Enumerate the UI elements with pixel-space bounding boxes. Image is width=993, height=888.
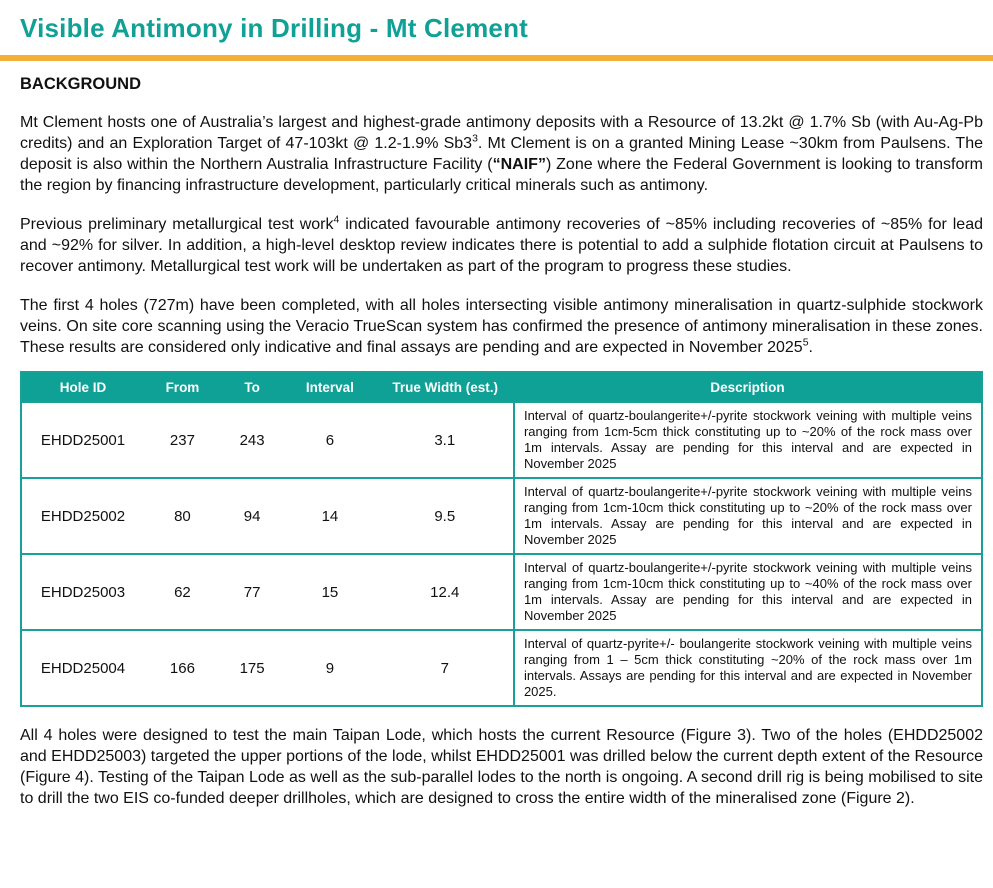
document-page: [0, 13, 993, 809]
cell-from: 237: [144, 402, 221, 478]
cell-description: Interval of quartz-boulangerite+/-pyrite stockwork veining with multiple veins ranging from 1cm-10cm thick constituting up to ~40% of the rock mass over 1m intervals. Assay are pending for this interval and are expected in November 2025: [514, 554, 982, 630]
page-title: Visible Antimony in Drilling - Mt Clement: [20, 13, 529, 43]
footnote-ref: 5: [802, 336, 809, 349]
cell-from: 62: [144, 554, 221, 630]
title-divider-rule: [0, 55, 993, 61]
cell-true_width: 12.4: [377, 554, 514, 630]
cell-true_width: 3.1: [377, 402, 514, 478]
footnote-ref: 4: [333, 213, 340, 226]
cell-true_width: 7: [377, 630, 514, 706]
paragraph-metallurgical-testwork: [20, 214, 983, 277]
cell-to: 77: [221, 554, 283, 630]
text-run: ) Zone where the Federal Government is looking to transform the region by financing infrastructure development, particularly critical minerals such as antimony.: [20, 156, 983, 194]
column-header-hole_id: Hole ID: [21, 372, 144, 402]
text-run: The first 4 holes (727m) have been completed, with all holes intersecting visible antimony mineralisation in quartz-sulphide stockwork veins. On site core scanning using the Veracio TrueScan system has confirmed the presence of antimony mineralisation in these zones. These results are considered only indicative and final assays are pending and are expected in November 2025: [20, 297, 983, 356]
drill-results-table-header: [21, 372, 982, 402]
cell-description: Interval of quartz-pyrite+/- boulangerite stockwork veining with multiple veins ranging from 1 – 5cm thick constituting ~20% of the rock mass over 1m intervals. Assays are pending for this interval and are expected in November 2025.: [514, 630, 982, 706]
table-header-row: [21, 372, 982, 402]
cell-to: 175: [221, 630, 283, 706]
cell-description: Interval of quartz-boulangerite+/-pyrite stockwork veining with multiple veins ranging from 1cm-5cm thick constituting up to ~20% of the rock mass over 1m intervals. Assay are pending for this interval and are expected in November 2025: [514, 402, 982, 478]
cell-to: 94: [221, 478, 283, 554]
paragraph-taipan-lode-summary: [20, 725, 983, 809]
text-run: indicated favourable antimony recoveries of ~85% including recoveries of ~85% for lead and ~92% for silver. In addition, a high-level desktop review indicates there is potential to add a sulphide flotation circuit at Paulsens to recover antimony. Metallurgical test work will be undertaken as part of the program to progress these studies.: [20, 216, 984, 275]
bold-text: “NAIF”: [492, 156, 546, 173]
footnote-ref: 3: [472, 132, 478, 145]
cell-interval: 14: [283, 478, 376, 554]
column-header-from: From: [144, 372, 221, 402]
cell-interval: 6: [283, 402, 376, 478]
cell-hole_id: EHDD25002: [21, 478, 144, 554]
column-header-interval: Interval: [283, 372, 376, 402]
cell-description: Interval of quartz-boulangerite+/-pyrite stockwork veining with multiple veins ranging from 1cm-10cm thick constituting up to ~20% of the rock mass over 1m intervals. Assay are pending for this interval and are expected in November 2025: [514, 478, 982, 554]
cell-from: 80: [144, 478, 221, 554]
table-row: [21, 402, 982, 478]
cell-from: 166: [144, 630, 221, 706]
cell-true_width: 9.5: [377, 478, 514, 554]
table-row: [21, 478, 982, 554]
cell-to: 243: [221, 402, 283, 478]
cell-interval: 15: [283, 554, 376, 630]
table-row: [21, 554, 982, 630]
document-content: [0, 75, 993, 809]
text-run: All 4 holes were designed to test the main Taipan Lode, which hosts the current Resource (Figure 3). Two of the holes (EHDD25002 and EHDD25003) targeted the upper portions of the lode, whilst EHDD25001 was drilled below the current depth extent of the Resource (Figure 4). Testing of the Taipan Lode as well as the sub-parallel lodes to the north is ongoing. A second drill rig is being mobilised to site to drill the two EIS co-funded deeper drillholes, which are designed to cross the entire width of the mineralised zone (Figure 2).: [20, 727, 983, 807]
column-header-true_width: True Width (est.): [377, 372, 514, 402]
text-run: Previous preliminary metallurgical test work: [20, 216, 334, 233]
cell-hole_id: EHDD25004: [21, 630, 144, 706]
cell-hole_id: EHDD25003: [21, 554, 144, 630]
text-run: . Mt Clement is on a granted Mining Lease ~30km from Paulsens. The deposit is also within the Northern Australia Infrastructure Facility (: [20, 135, 983, 173]
text-run: .: [808, 339, 813, 356]
cell-interval: 9: [283, 630, 376, 706]
text-run: Mt Clement hosts one of Australia’s largest and highest-grade antimony deposits with a Resource of 13.2kt @ 1.7% Sb (with Au-Ag-Pb credits) and an Exploration Target of 47-103kt @ 1.2-1.9% Sb3: [20, 114, 983, 152]
column-header-description: Description: [514, 372, 982, 402]
column-header-to: To: [221, 372, 283, 402]
drill-results-table-body: [21, 402, 982, 706]
drill-results-table: [20, 371, 983, 707]
paragraph-resource-overview: [20, 112, 983, 196]
cell-hole_id: EHDD25001: [21, 402, 144, 478]
table-row: [21, 630, 982, 706]
section-heading-background: BACKGROUND: [20, 75, 141, 93]
paragraph-drilling-results: [20, 295, 983, 358]
